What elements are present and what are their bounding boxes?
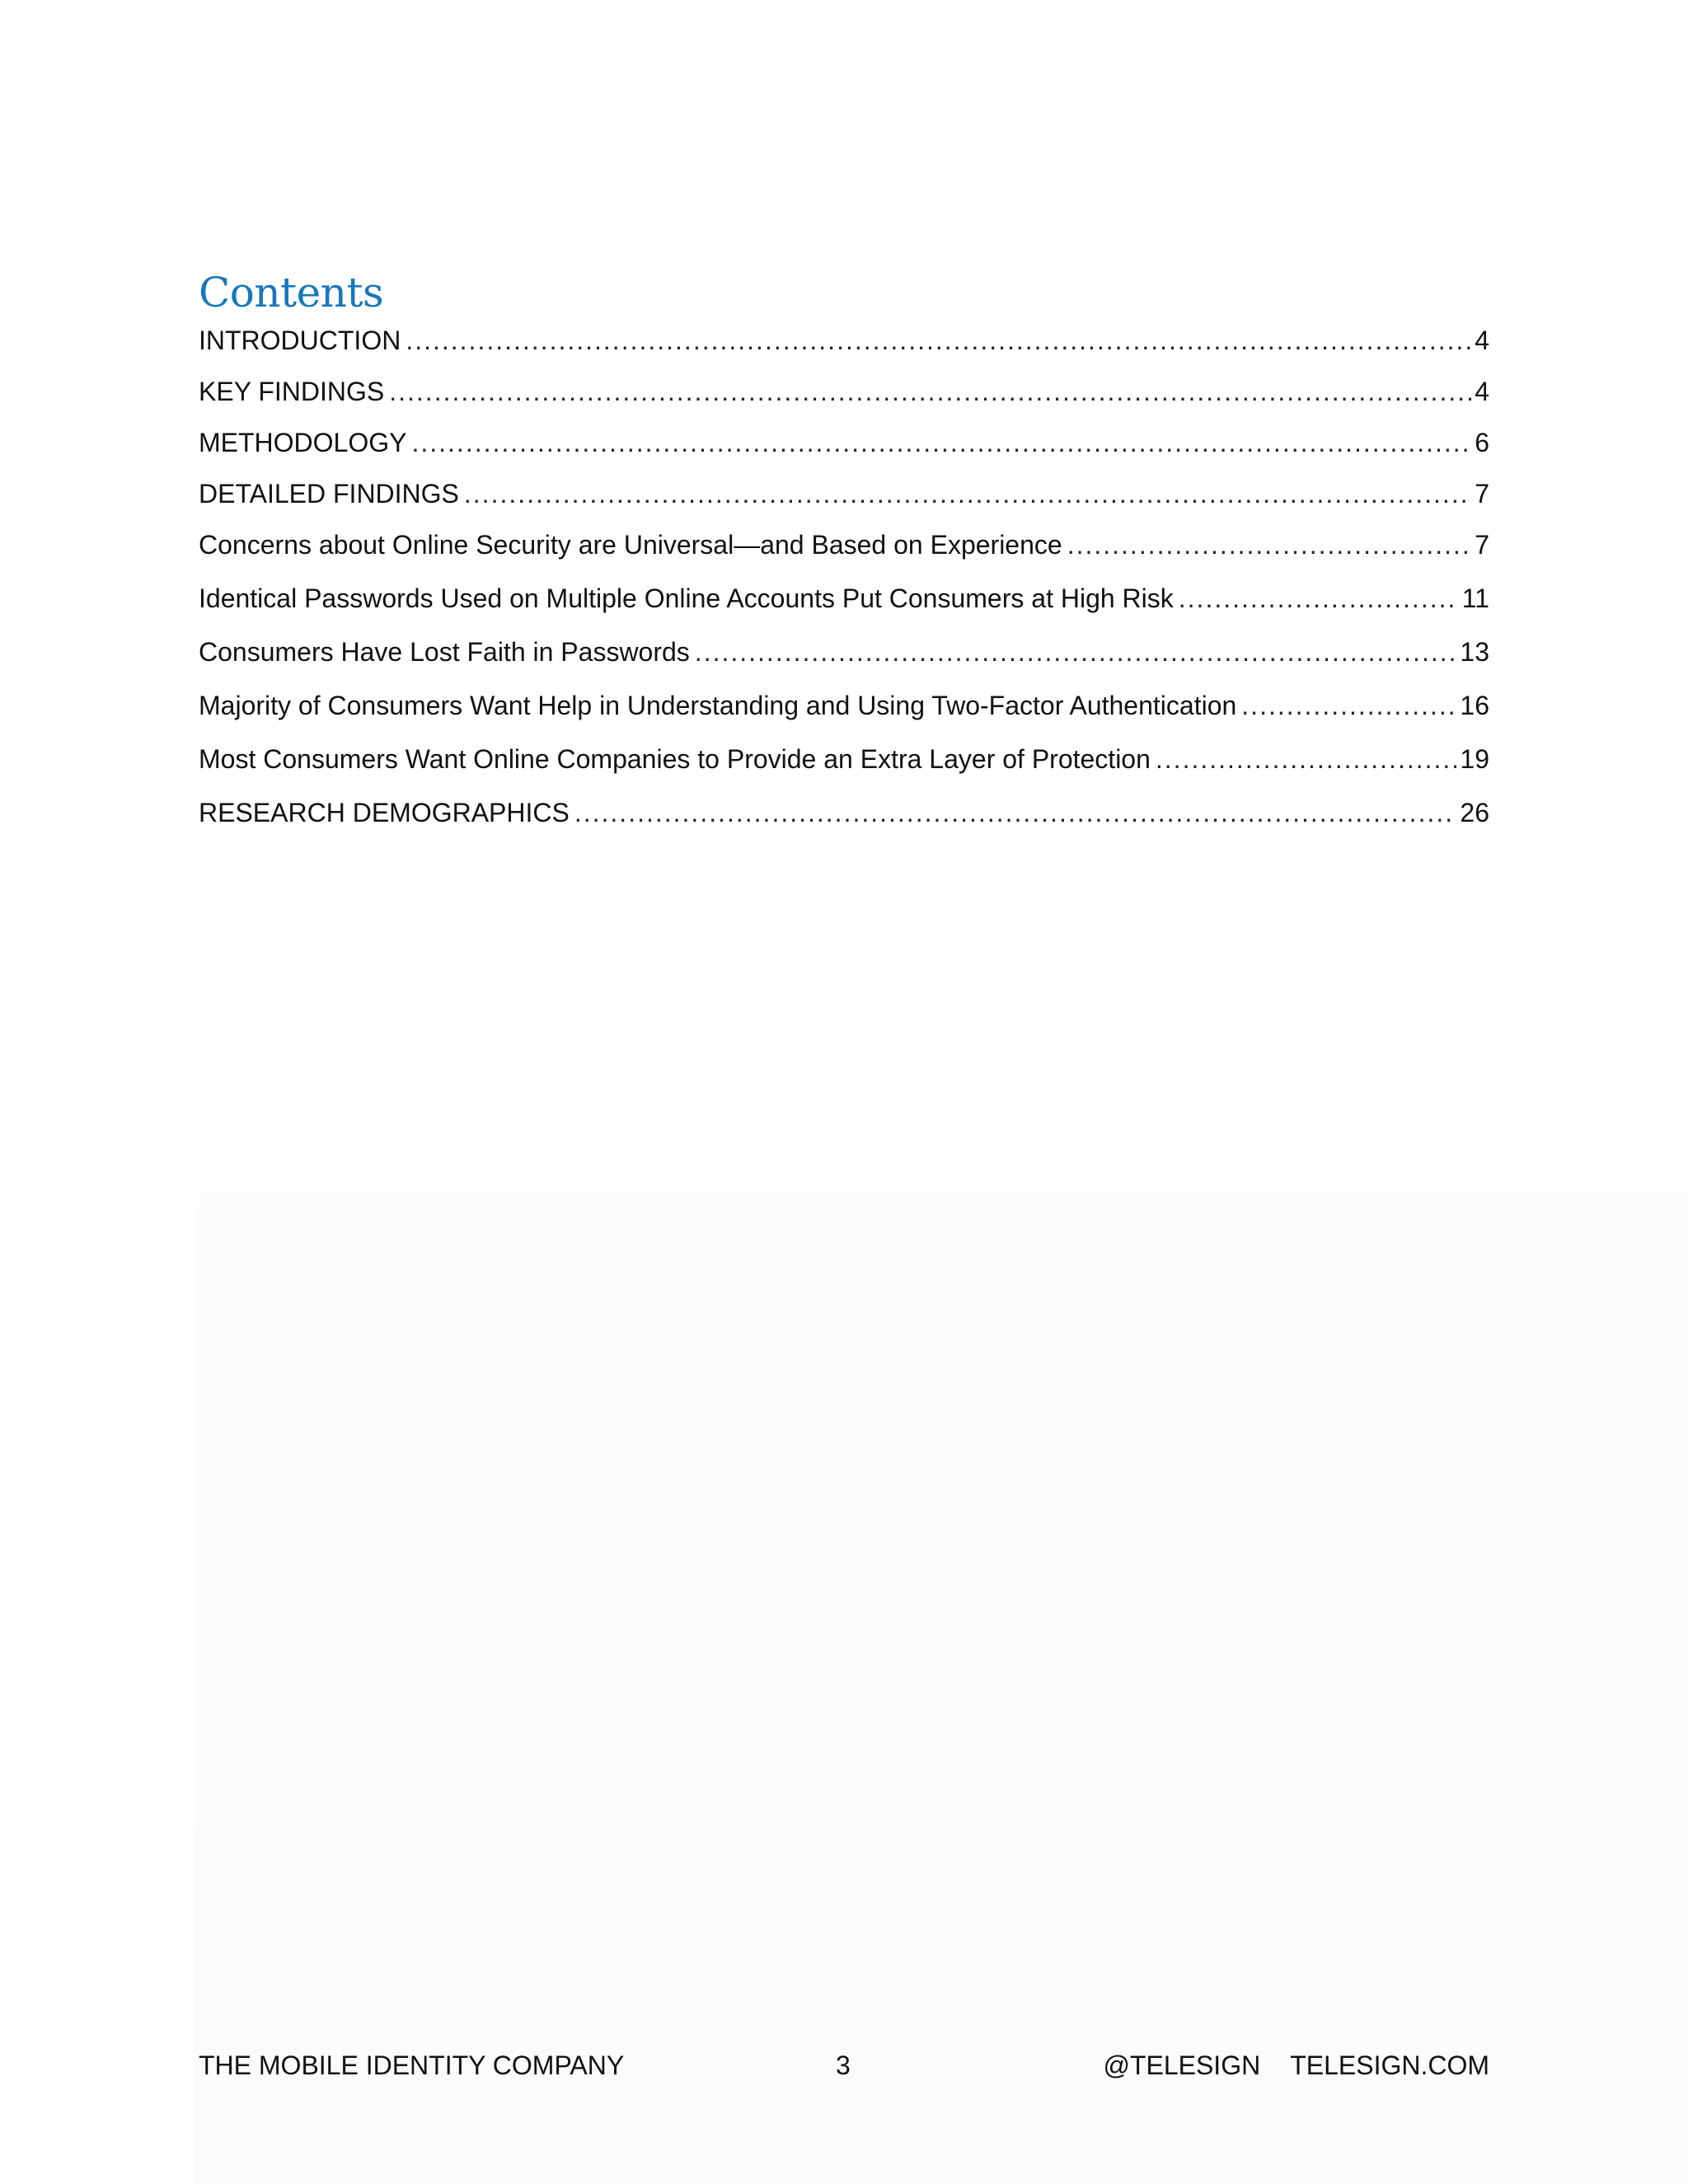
- toc-dot-leader: [695, 635, 1457, 668]
- toc-list: [199, 324, 1489, 847]
- toc-entry-page: 7: [1475, 479, 1489, 509]
- toc-entry-label: Consumers Have Lost Faith in Passwords: [199, 637, 690, 667]
- toc-entry-online-security-concerns[interactable]: [199, 528, 1489, 582]
- footer-company: THE MOBILE IDENTITY COMPANY: [199, 2050, 625, 2080]
- toc-entry-page: 4: [1475, 326, 1489, 355]
- toc-entry-label: Majority of Consumers Want Help in Understanding and Using Two-Factor Authentication: [199, 691, 1237, 720]
- toc-entry-page: 7: [1475, 530, 1489, 560]
- toc-dot-leader: [1179, 582, 1459, 615]
- toc-dot-leader: [1241, 689, 1456, 722]
- footer-page-number: 3: [836, 2050, 851, 2080]
- toc-entry-detailed-findings[interactable]: [199, 477, 1489, 528]
- toc-dot-leader: [574, 796, 1457, 829]
- toc-dot-leader: [464, 477, 1471, 510]
- toc-entry-identical-passwords[interactable]: [199, 582, 1489, 635]
- page-footer: [199, 2049, 1489, 2082]
- toc-entry-label: KEY FINDINGS: [199, 377, 385, 406]
- toc-entry-label: Concerns about Online Security are Universal—and Based on Experience: [199, 530, 1062, 560]
- toc-entry-methodology[interactable]: [199, 426, 1489, 477]
- toc-entry-lost-faith[interactable]: [199, 635, 1489, 689]
- toc-dot-leader: [406, 324, 1471, 357]
- toc-dot-leader: [1067, 528, 1472, 561]
- toc-entry-page: 4: [1475, 377, 1489, 406]
- toc-entry-introduction[interactable]: [199, 324, 1489, 375]
- toc-entry-label: DETAILED FINDINGS: [199, 479, 459, 509]
- toc-entry-label: Identical Passwords Used on Multiple Online Accounts Put Consumers at High Risk: [199, 583, 1174, 613]
- toc-title: Contents: [199, 269, 384, 316]
- table-of-contents: [199, 270, 1489, 847]
- toc-entry-page: 6: [1475, 428, 1489, 457]
- toc-entry-label: METHODOLOGY: [199, 428, 407, 457]
- toc-dot-leader: [1156, 743, 1457, 776]
- toc-dot-leader: [389, 375, 1471, 408]
- toc-entry-label: RESEARCH DEMOGRAPHICS: [199, 798, 570, 827]
- toc-entry-two-factor[interactable]: [199, 689, 1489, 743]
- toc-entry-label: INTRODUCTION: [199, 326, 401, 355]
- toc-entry-page: 13: [1460, 637, 1489, 667]
- toc-entry-key-findings[interactable]: [199, 375, 1489, 426]
- footer-handle-link[interactable]: @TELESIGN: [1103, 2050, 1261, 2080]
- toc-entry-page: 11: [1461, 583, 1489, 613]
- page-background: [195, 824, 1688, 2184]
- toc-entry-extra-protection[interactable]: [199, 743, 1489, 796]
- toc-dot-leader: [411, 426, 1471, 459]
- toc-entry-research-demographics[interactable]: [199, 796, 1489, 847]
- toc-entry-label: Most Consumers Want Online Companies to Provide an Extra Layer of Protection: [199, 744, 1151, 774]
- toc-entry-page: 26: [1460, 798, 1489, 827]
- footer-website-link[interactable]: TELESIGN.COM: [1290, 2050, 1489, 2080]
- toc-entry-page: 19: [1460, 744, 1489, 774]
- toc-entry-page: 16: [1460, 691, 1489, 720]
- footer-links: [1103, 2049, 1489, 2082]
